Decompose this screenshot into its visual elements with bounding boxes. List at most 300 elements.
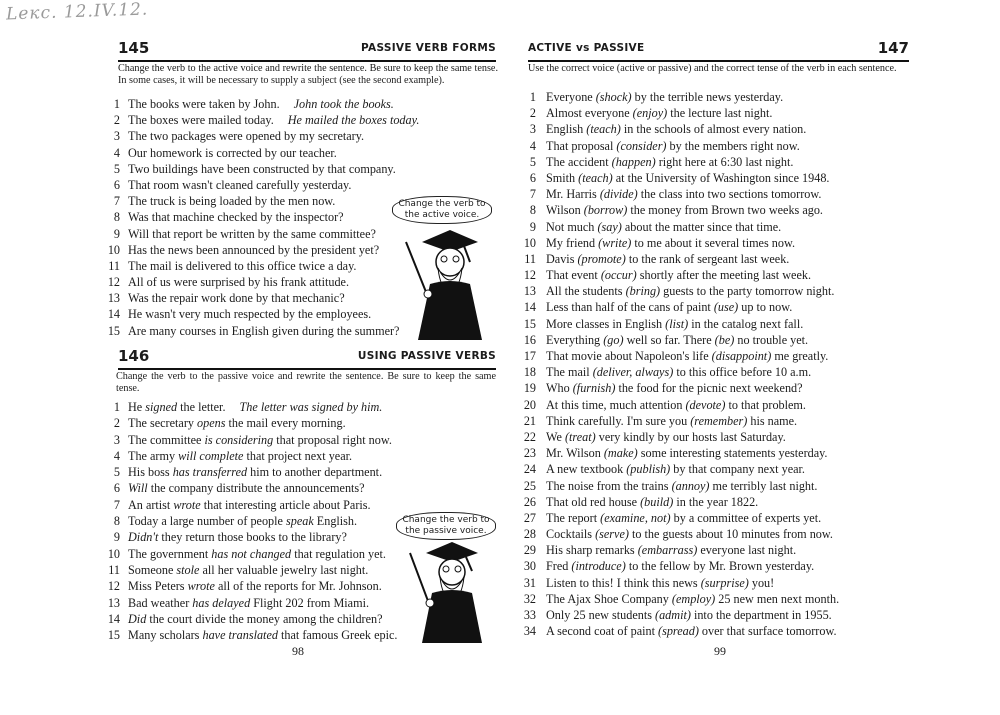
sentence-text: Less than half of the cans of paint xyxy=(546,300,714,315)
sentence-text: the company distribute the announcements? xyxy=(147,481,365,496)
item-number: 9 xyxy=(113,226,120,241)
sentence-text: Mr. Harris xyxy=(546,187,600,202)
sentence-text: they return those books to the library? xyxy=(158,530,347,545)
sentence-text: Almost everyone xyxy=(546,106,633,121)
item-sentence xyxy=(546,576,774,591)
verb-cue: (make) xyxy=(603,446,638,461)
item-number: 22 xyxy=(523,429,536,444)
item-number: 13 xyxy=(107,595,120,610)
item-sentence xyxy=(546,381,803,396)
sentence-text: Our homework is corrected by our teacher. xyxy=(128,145,337,160)
sentence-text: That movie about Napoleon's life xyxy=(546,349,712,363)
sentence-text: The secretary xyxy=(128,416,198,431)
item-number: 8 xyxy=(113,514,120,529)
verb-cue: (annoy) xyxy=(671,478,710,493)
item-number: 2 xyxy=(113,113,120,128)
verb-cue: has delayed xyxy=(192,595,251,610)
item-number: 30 xyxy=(523,559,536,574)
sentence-text: very kindly by our hosts last Saturday. xyxy=(595,429,786,444)
verb-cue: (devote) xyxy=(685,397,726,412)
sentence-text: Today a large number of people xyxy=(128,514,286,529)
item-sentence xyxy=(546,203,823,218)
sentence-text: An artist xyxy=(128,497,174,512)
item-sentence xyxy=(546,236,795,251)
sentence-text: that project next year. xyxy=(243,448,353,463)
item-sentence xyxy=(546,317,803,332)
item-number: 15 xyxy=(523,316,536,331)
sentence-text: him to another department. xyxy=(247,465,383,480)
verb-cue: (teach) xyxy=(578,170,613,185)
sentence-text: the lecture last night. xyxy=(667,106,773,121)
item-sentence xyxy=(128,259,356,274)
item-number: 11 xyxy=(108,258,120,273)
sentence-text: He wasn't very much respected by the employees. xyxy=(128,307,372,322)
sentence-text: by a committee of experts yet. xyxy=(670,510,822,525)
item-sentence xyxy=(128,498,371,513)
sentence-text: no trouble yet. xyxy=(734,332,809,347)
verb-cue: wrote xyxy=(187,579,215,594)
item-number: 4 xyxy=(113,145,120,160)
sentence-text: to that problem. xyxy=(725,397,806,412)
item-sentence xyxy=(546,122,806,137)
item-sentence xyxy=(128,146,337,161)
item-sentence xyxy=(128,579,382,594)
sentence-text: over that surface tomorrow. xyxy=(698,624,837,639)
sentence-text: all her valuable jewelry last night. xyxy=(199,562,369,577)
item-number: 3 xyxy=(113,432,120,447)
item-sentence xyxy=(546,365,811,380)
item-sentence xyxy=(546,608,832,623)
sentence-text: At this time, much attention xyxy=(546,397,686,412)
verb-cue: will complete xyxy=(178,448,244,463)
exercise-145-header xyxy=(118,38,496,62)
item-sentence xyxy=(128,97,394,112)
verb-cue: Did xyxy=(128,611,147,626)
verb-cue: (happen) xyxy=(611,154,656,169)
sentence-text: me terribly last night. xyxy=(709,478,818,493)
item-sentence xyxy=(128,596,369,611)
verb-cue: is considering xyxy=(204,432,274,447)
sentence-text: that interesting article about Paris. xyxy=(200,497,371,512)
sentence-text: in the schools of almost every nation. xyxy=(620,122,807,137)
item-sentence xyxy=(546,155,793,170)
verb-cue: (enjoy) xyxy=(632,106,668,121)
item-sentence xyxy=(128,178,351,193)
sentence-text: about the matter since that time. xyxy=(621,219,782,234)
sentence-text: English xyxy=(546,122,587,137)
exercise-146-instructions: Change the verb to the passive voice and rewrite the sentence. Be sure to keep the same tense. xyxy=(116,371,496,394)
verb-cue: wrote xyxy=(173,497,201,512)
item-sentence xyxy=(128,324,399,339)
sentence-text: A new textbook xyxy=(546,462,627,477)
exercise-title: USING PASSIVE VERBS xyxy=(357,350,496,362)
sentence-text: Bad weather xyxy=(128,595,193,610)
verb-cue: (spread) xyxy=(658,624,699,639)
sentence-text: in the catalog next fall. xyxy=(688,316,804,331)
sentence-text: Was that machine checked by the inspector? xyxy=(128,210,344,225)
item-sentence xyxy=(546,479,817,494)
item-sentence xyxy=(546,430,786,445)
item-sentence xyxy=(546,171,829,186)
handwritten-note: Lекс. 12.IV.12. xyxy=(5,0,149,25)
item-number: 23 xyxy=(523,446,536,461)
verb-cue: Will xyxy=(128,481,148,496)
right-page xyxy=(500,0,1000,715)
exercise-147-header xyxy=(528,38,909,62)
item-number: 7 xyxy=(529,187,536,202)
sentence-text: to the guests about 10 minutes from now. xyxy=(628,527,833,542)
item-sentence xyxy=(546,527,833,542)
sentence-text: Think carefully. I'm sure you xyxy=(546,413,691,428)
verb-cue: (use) xyxy=(713,300,739,315)
exercise-number: 145 xyxy=(118,39,150,57)
sentence-text: He xyxy=(128,400,146,414)
verb-cue: have translated xyxy=(202,628,278,643)
sentence-text: My friend xyxy=(546,235,599,250)
item-number: 2 xyxy=(113,416,120,431)
item-number: 31 xyxy=(523,575,536,590)
sentence-text: in the year 1822. xyxy=(673,494,759,509)
sentence-text: Are many courses in English given during the summer? xyxy=(128,323,400,338)
sentence-text: Everything xyxy=(546,332,604,347)
sentence-text: to the rank of sergeant last week. xyxy=(625,251,790,266)
verb-cue: (admit) xyxy=(655,608,691,622)
item-number: 1 xyxy=(113,97,120,111)
sentence-text: The army xyxy=(128,448,179,463)
item-number: 5 xyxy=(113,465,120,480)
sentence-text: The accident xyxy=(546,154,612,169)
item-sentence xyxy=(546,398,806,413)
sentence-text: guests to the party tomorrow night. xyxy=(660,284,835,299)
sentence-text: into the department in 1955. xyxy=(690,608,832,622)
item-sentence xyxy=(546,187,821,202)
item-number: 19 xyxy=(523,381,536,396)
item-number: 14 xyxy=(523,300,536,315)
sentence-text: Miss Peters xyxy=(128,579,188,594)
item-sentence xyxy=(546,495,758,510)
sentence-text: by the terrible news yesterday. xyxy=(631,90,784,104)
verb-cue: (say) xyxy=(597,219,622,234)
item-sentence xyxy=(128,514,357,529)
item-number: 14 xyxy=(107,611,120,626)
item-sentence xyxy=(128,162,396,177)
verb-cue: (examine, not) xyxy=(600,510,671,525)
sentence-text: Mr. Wilson xyxy=(546,446,604,461)
sentence-text: all of the reports for Mr. Johnson. xyxy=(214,579,382,594)
sentence-text: Not much xyxy=(546,219,598,234)
sentence-text: shortly after the meeting last week. xyxy=(636,268,811,283)
exercise-number: 146 xyxy=(118,347,150,365)
sentence-text: All of us were surprised by his frank attitude. xyxy=(128,275,350,290)
sentence-text: Someone xyxy=(128,562,177,577)
item-number: 10 xyxy=(107,546,120,561)
item-sentence xyxy=(128,530,347,545)
verb-cue: (list) xyxy=(665,316,689,331)
item-sentence xyxy=(128,307,371,322)
item-number: 14 xyxy=(107,307,120,322)
item-sentence xyxy=(128,481,365,496)
item-sentence xyxy=(546,139,800,154)
item-sentence xyxy=(128,210,344,225)
verb-cue: opens xyxy=(197,416,226,431)
exercise-number: 147 xyxy=(877,39,909,57)
verb-cue: (borrow) xyxy=(583,203,628,218)
verb-cue: (divide) xyxy=(599,187,638,202)
sentence-text: you! xyxy=(748,575,775,590)
sentence-text: the letter. xyxy=(177,400,226,414)
page-number: 98 xyxy=(292,644,304,658)
verb-cue: has not changed xyxy=(211,546,292,561)
verb-cue: (treat) xyxy=(564,429,596,444)
sentence-text: 25 new men next month. xyxy=(715,591,840,606)
professor-illustration-icon xyxy=(408,535,496,643)
sentence-text: The boxes were mailed today. xyxy=(128,113,274,128)
sentence-text: The mail xyxy=(546,365,593,380)
exercise-147-instructions: Use the correct voice (active or passive) and the correct tense of the verb in each sentence. xyxy=(528,63,897,74)
item-sentence xyxy=(546,252,789,267)
verb-cue: (publish) xyxy=(626,462,671,477)
verb-cue: (write) xyxy=(598,235,632,250)
verb-cue: (occur) xyxy=(600,268,637,283)
sentence-text: Who xyxy=(546,381,573,396)
verb-cue: (be) xyxy=(714,332,735,347)
exercise-146-header xyxy=(118,346,496,370)
professor-illustration-icon xyxy=(404,222,496,340)
item-number: 17 xyxy=(523,349,536,363)
exercise-title: PASSIVE VERB FORMS xyxy=(360,42,496,54)
sentence-text: well so far. There xyxy=(623,332,715,347)
item-number: 1 xyxy=(529,90,536,104)
sentence-text: that famous Greek epic. xyxy=(277,628,398,643)
sentence-text: Fred xyxy=(546,559,572,574)
verb-cue: (go) xyxy=(603,332,624,347)
item-number: 6 xyxy=(529,170,536,185)
item-sentence xyxy=(128,129,364,144)
item-number: 7 xyxy=(113,194,120,209)
sentence-text: everyone last night. xyxy=(697,543,797,558)
exercise-title: ACTIVE vs PASSIVE xyxy=(528,42,645,54)
sentence-text: that proposal right now. xyxy=(273,432,392,447)
item-number: 11 xyxy=(524,251,536,266)
sentence-text: The two packages were opened by my secretary. xyxy=(128,129,365,144)
verb-cue: (serve) xyxy=(595,527,629,542)
item-sentence xyxy=(128,449,352,464)
item-number: 1 xyxy=(113,400,120,414)
item-sentence xyxy=(546,284,834,299)
sentence-text: right here at 6:30 last night. xyxy=(655,154,794,169)
verb-cue: (deliver, always) xyxy=(592,365,674,380)
sentence-text: at the University of Washington since 1948. xyxy=(612,170,830,185)
verb-cue: signed xyxy=(145,400,178,414)
sentence-text: That proposal xyxy=(546,138,617,153)
item-number: 9 xyxy=(529,219,536,234)
item-sentence xyxy=(128,400,382,415)
verb-cue: (employ) xyxy=(671,591,716,606)
sentence-text: by that company next year. xyxy=(670,462,805,477)
sentence-text: The government xyxy=(128,546,212,561)
item-sentence xyxy=(546,414,797,429)
item-number: 24 xyxy=(523,462,536,477)
sentence-text: Will that report be written by the same committee? xyxy=(128,226,376,241)
item-sentence xyxy=(546,333,808,348)
item-sentence xyxy=(546,349,828,364)
item-sentence xyxy=(128,416,346,431)
sentence-text: Many scholars xyxy=(128,628,203,643)
item-number: 7 xyxy=(113,497,120,512)
item-sentence xyxy=(128,465,382,480)
item-sentence xyxy=(546,446,827,461)
item-sentence xyxy=(128,628,397,643)
item-number: 3 xyxy=(529,122,536,137)
item-sentence xyxy=(546,592,839,607)
item-number: 3 xyxy=(113,129,120,144)
item-number: 9 xyxy=(113,530,120,545)
sentence-text: by the members right now. xyxy=(666,138,800,153)
sentence-text: That old red house xyxy=(546,494,641,509)
item-sentence xyxy=(546,90,783,105)
item-number: 5 xyxy=(529,154,536,169)
item-sentence xyxy=(128,563,368,578)
verb-cue: (build) xyxy=(640,494,674,509)
item-number: 25 xyxy=(523,478,536,493)
verb-cue: (bring) xyxy=(625,284,661,299)
sentence-text: More classes in English xyxy=(546,316,666,331)
sentence-text: The mail is delivered to this office twice a day. xyxy=(128,258,357,273)
page-number: 99 xyxy=(714,644,726,658)
sentence-text: to this office before 10 a.m. xyxy=(673,365,812,380)
example-answer: He mailed the boxes today. xyxy=(287,113,420,128)
verb-cue: (surprise) xyxy=(700,575,749,590)
item-number: 4 xyxy=(113,448,120,463)
item-number: 33 xyxy=(523,608,536,622)
item-number: 26 xyxy=(523,494,536,509)
sentence-text: the court divide the money among the children? xyxy=(146,611,383,626)
sentence-text: Only 25 new students xyxy=(546,608,656,622)
item-number: 28 xyxy=(523,527,536,542)
item-sentence xyxy=(546,559,814,574)
speech-bubble: Change the verb to the passive voice. xyxy=(396,512,496,540)
item-number: 12 xyxy=(523,268,536,283)
item-sentence xyxy=(128,243,379,258)
verb-cue: has transferred xyxy=(172,465,248,480)
verb-cue: Didn't xyxy=(128,530,159,545)
item-sentence xyxy=(546,300,792,315)
sentence-text: The Ajax Shoe Company xyxy=(546,591,672,606)
sentence-text: Flight 202 from Miami. xyxy=(250,595,369,610)
item-sentence xyxy=(128,433,392,448)
item-number: 5 xyxy=(113,161,120,176)
sentence-text: That room wasn't cleaned carefully yesterday. xyxy=(128,177,352,192)
item-number: 21 xyxy=(523,413,536,428)
item-number: 12 xyxy=(107,275,120,290)
item-number: 6 xyxy=(113,177,120,192)
item-sentence xyxy=(128,612,383,627)
sentence-text: The truck is being loaded by the men now. xyxy=(128,194,336,209)
item-number: 8 xyxy=(113,210,120,225)
item-number: 13 xyxy=(107,291,120,306)
sentence-text: Was the repair work done by that mechanic? xyxy=(128,291,345,306)
item-sentence xyxy=(128,194,335,209)
sentence-text: All the students xyxy=(546,284,626,299)
item-sentence xyxy=(128,291,345,306)
item-number: 18 xyxy=(523,365,536,380)
item-sentence xyxy=(128,113,419,128)
sentence-text: the class into two sections tomorrow. xyxy=(637,187,822,202)
item-number: 20 xyxy=(523,397,536,412)
item-sentence xyxy=(128,547,386,562)
exercise-145-instructions: Change the verb to the active voice and rewrite the sentence. Be sure to keep the same tense. In some cases, it will be necessary to supply a subject (see the second example). xyxy=(118,63,498,86)
item-number: 2 xyxy=(529,106,536,121)
sentence-text: to the fellow by Mr. Brown yesterday. xyxy=(625,559,815,574)
verb-cue: (disappoint) xyxy=(711,349,772,363)
item-number: 13 xyxy=(523,284,536,299)
sentence-text: up to now. xyxy=(738,300,793,315)
item-number: 8 xyxy=(529,203,536,218)
sentence-text: Cocktails xyxy=(546,527,596,542)
sentence-text: We xyxy=(546,429,565,444)
sentence-text: A second coat of paint xyxy=(546,624,659,639)
item-sentence xyxy=(546,624,837,639)
sentence-text: English. xyxy=(313,514,358,529)
verb-cue: speak xyxy=(285,514,314,529)
item-number: 6 xyxy=(113,481,120,496)
item-number: 10 xyxy=(107,242,120,257)
sentence-text: His sharp remarks xyxy=(546,543,638,558)
verb-cue: (teach) xyxy=(586,122,621,137)
item-number: 15 xyxy=(107,628,120,643)
verb-cue: (introduce) xyxy=(571,559,626,574)
item-number: 4 xyxy=(529,138,536,153)
item-sentence xyxy=(128,227,376,242)
item-sentence xyxy=(128,275,349,290)
sentence-text: to me about it several times now. xyxy=(631,235,796,250)
item-sentence xyxy=(546,511,821,526)
verb-cue: (furnish) xyxy=(572,381,616,396)
sentence-text: Has the news been announced by the president yet? xyxy=(128,242,380,257)
verb-cue: (consider) xyxy=(616,138,667,153)
verb-cue: (embarrass) xyxy=(637,543,698,558)
speech-bubble: Change the verb to the active voice. xyxy=(392,196,492,224)
item-number: 12 xyxy=(107,579,120,594)
item-sentence xyxy=(546,106,772,121)
item-sentence xyxy=(546,268,811,283)
item-sentence xyxy=(546,462,805,477)
sentence-text: The committee xyxy=(128,432,205,447)
item-number: 34 xyxy=(523,624,536,639)
sentence-text: Two buildings have been constructed by that company. xyxy=(128,161,396,176)
verb-cue: stole xyxy=(176,562,200,577)
sentence-text: that regulation yet. xyxy=(291,546,386,561)
item-number: 29 xyxy=(523,543,536,558)
sentence-text: his name. xyxy=(747,413,798,428)
sentence-text: Wilson xyxy=(546,203,584,218)
example-answer: John took the books. xyxy=(293,97,394,111)
verb-cue: (promote) xyxy=(577,251,626,266)
sentence-text: Smith xyxy=(546,170,579,185)
sentence-text: The noise from the trains xyxy=(546,478,672,493)
item-sentence xyxy=(546,220,781,235)
sentence-text: Davis xyxy=(546,251,578,266)
item-number: 27 xyxy=(523,510,536,525)
item-number: 10 xyxy=(523,235,536,250)
sentence-text: Everyone xyxy=(546,90,596,104)
sentence-text: The report xyxy=(546,510,601,525)
verb-cue: (shock) xyxy=(595,90,632,104)
example-answer: The letter was signed by him. xyxy=(239,400,383,414)
sentence-text: the money from Brown two weeks ago. xyxy=(627,203,823,218)
item-number: 15 xyxy=(107,323,120,338)
sentence-text: His boss xyxy=(128,465,173,480)
